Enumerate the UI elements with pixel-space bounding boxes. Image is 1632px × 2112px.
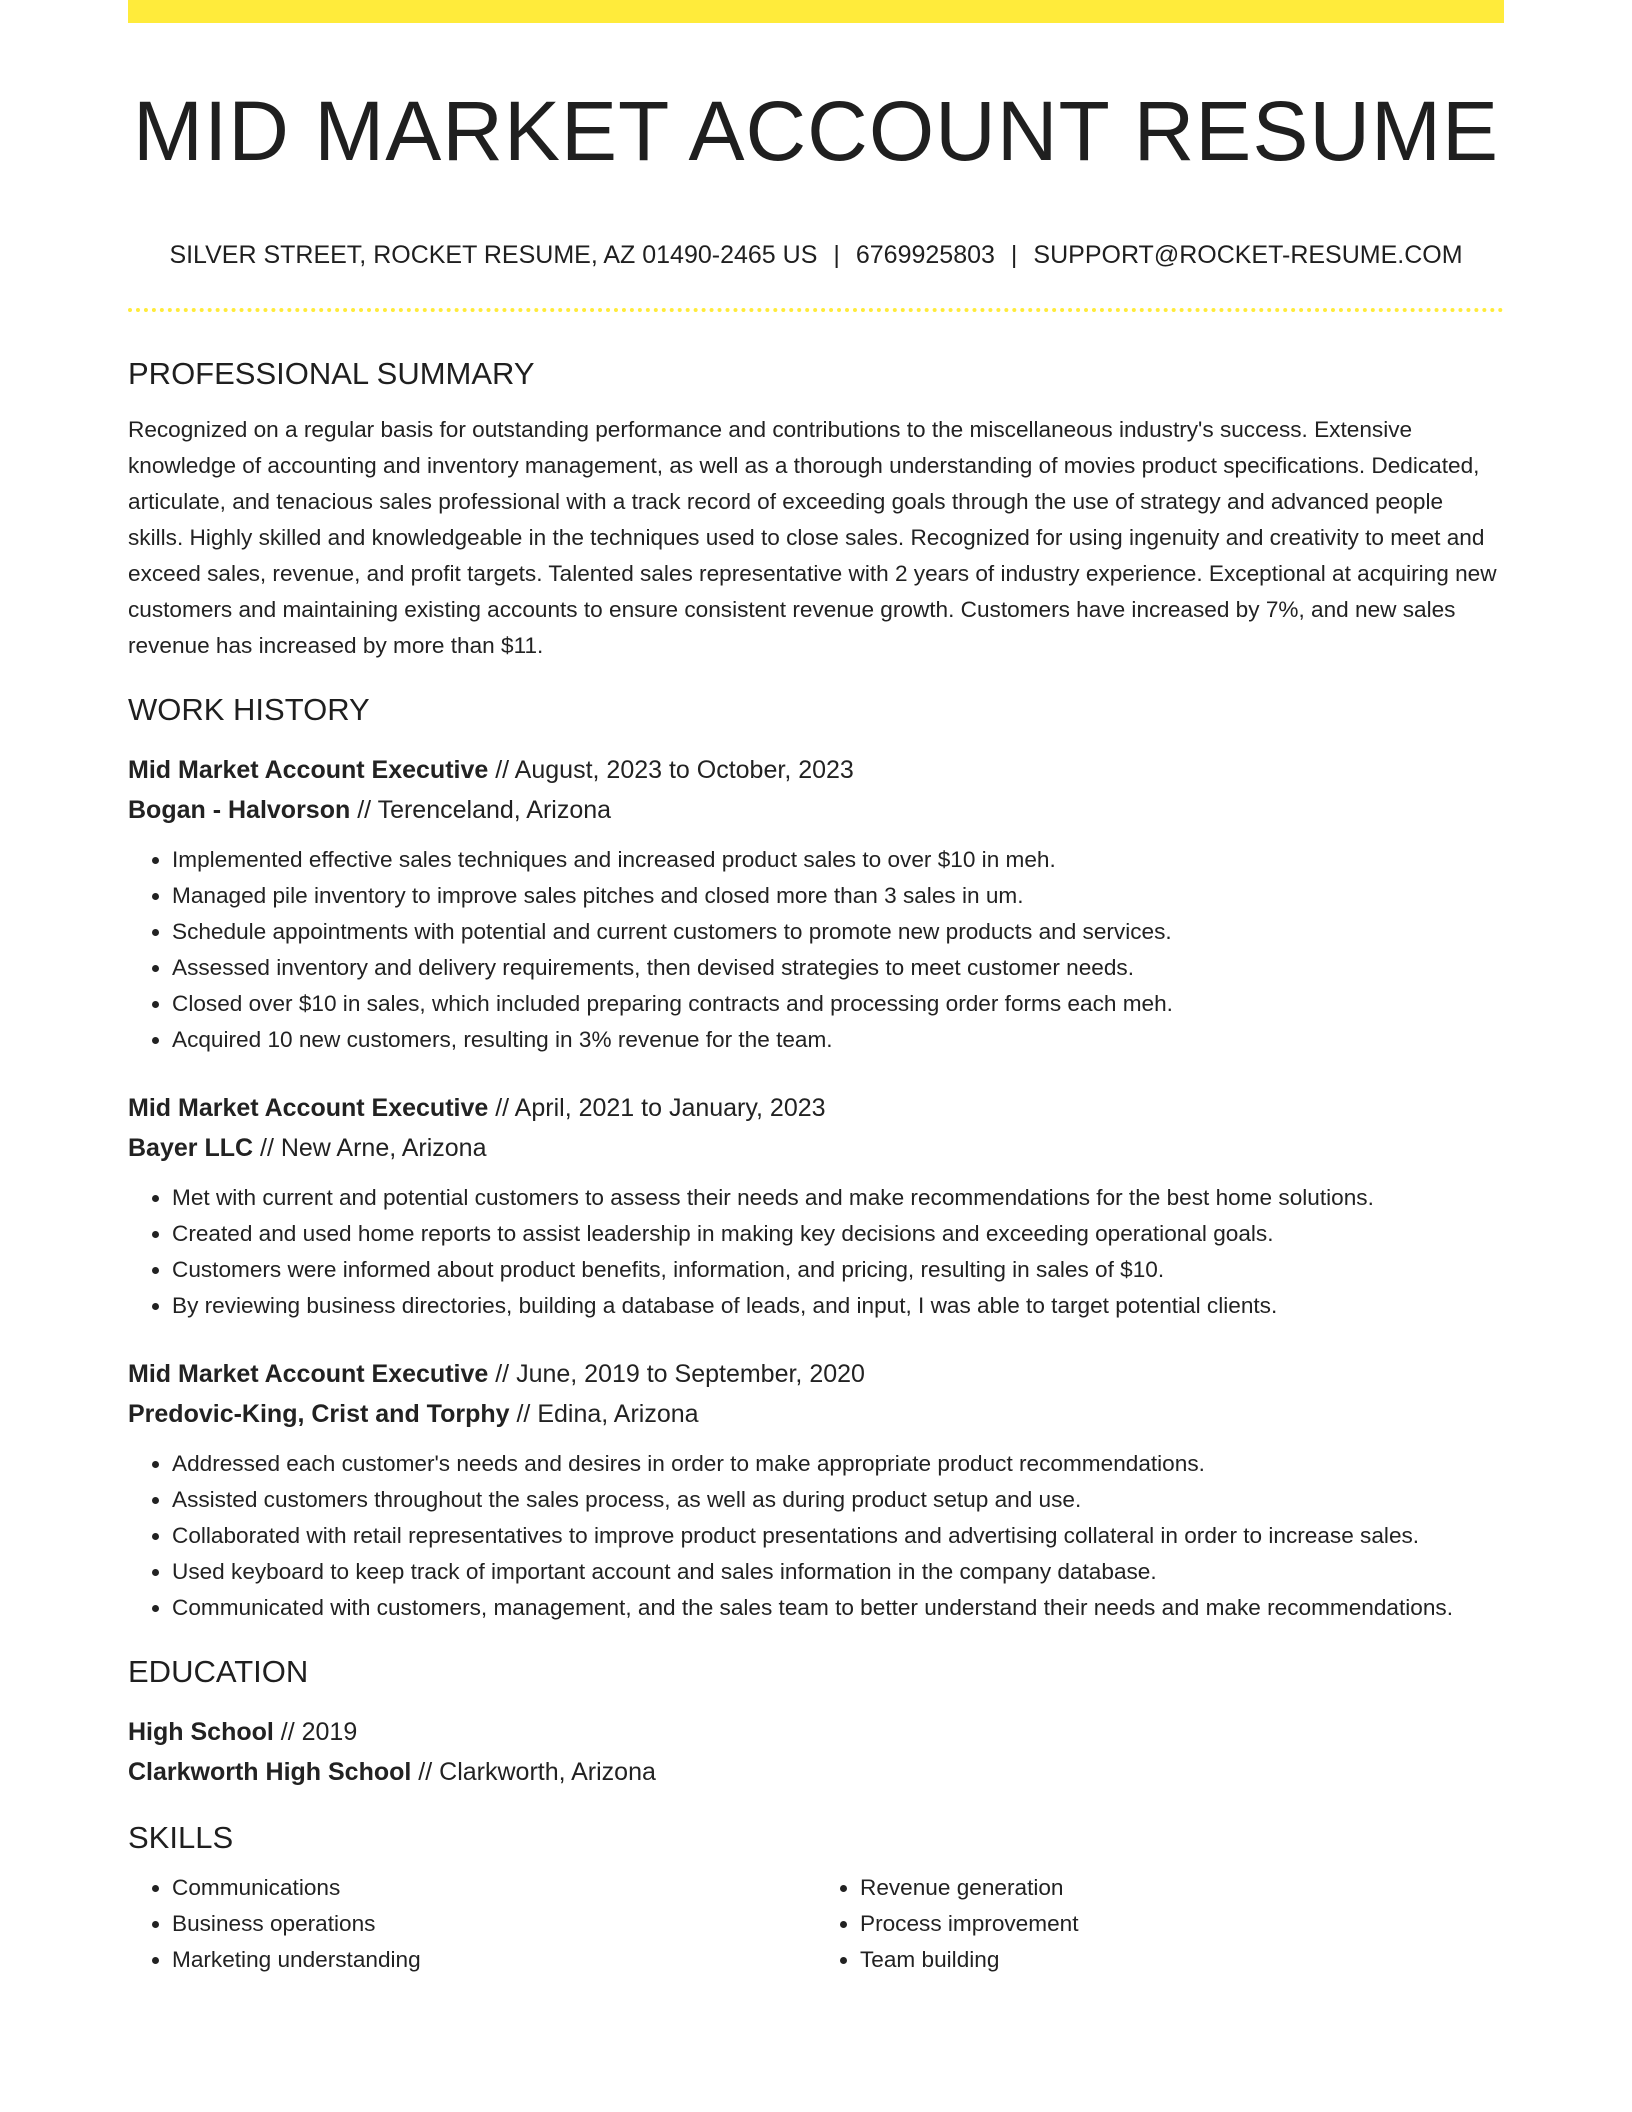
company-line — [128, 1394, 1504, 1434]
job-dates: // June, 2019 to September, 2020 — [488, 1360, 865, 1388]
bullet-item: • Met with current and potential customers to assess their needs and make recommendations for the best home solutions. — [172, 1180, 1504, 1216]
skill-item: • Revenue generation — [860, 1870, 1504, 1906]
bullet-item: • Assessed inventory and delivery requirements, then devised strategies to meet customer needs. — [172, 950, 1504, 986]
job-location: // Terenceland, Arizona — [350, 796, 612, 824]
bullet-item: • Used keyboard to keep track of important account and sales information in the company database. — [172, 1554, 1504, 1590]
job-location: // Edina, Arizona — [509, 1400, 699, 1428]
summary-section — [128, 354, 1504, 664]
skill-item: • Business operations — [172, 1906, 816, 1942]
skills-columns — [128, 1858, 1504, 1978]
skill-item: • Process improvement — [860, 1906, 1504, 1942]
skills-list-right — [816, 1870, 1504, 1978]
job-dates: // April, 2021 to January, 2023 — [488, 1094, 826, 1122]
bullet-item: • Communicated with customers, management, and the sales team to better understand their needs and make recommendations. — [172, 1590, 1504, 1626]
bullet-item: • Acquired 10 new customers, resulting in 3% revenue for the team. — [172, 1022, 1504, 1058]
bullet-item: • By reviewing business directories, building a database of leads, and input, I was able to target potential clients. — [172, 1288, 1504, 1324]
job-title-line — [128, 1354, 1504, 1394]
bullet-item: • Customers were informed about product benefits, information, and pricing, resulting in sales of $10. — [172, 1252, 1504, 1288]
job-title: Mid Market Account Executive — [128, 1094, 489, 1122]
bullet-item: • Addressed each customer's needs and desires in order to make appropriate product recommendations. — [172, 1446, 1504, 1482]
bullet-item: • Managed pile inventory to improve sales pitches and closed more than 3 sales in um. — [172, 878, 1504, 914]
degree-line — [128, 1712, 1504, 1752]
job-title-line — [128, 1088, 1504, 1128]
job-bullets — [128, 1180, 1504, 1324]
section-heading: SKILLS — [128, 1820, 234, 1855]
company-line — [128, 1128, 1504, 1168]
company-name: Bayer LLC — [128, 1134, 254, 1162]
job-entry — [128, 1354, 1504, 1626]
job-title-line — [128, 750, 1504, 790]
job-dates: // August, 2023 to October, 2023 — [488, 756, 854, 784]
section-heading: WORK HISTORY — [128, 692, 370, 727]
email: SUPPORT@ROCKET-RESUME.COM — [1033, 241, 1463, 269]
top-accent-bar — [128, 0, 1504, 23]
section-heading: EDUCATION — [128, 1654, 309, 1689]
bullet-item: • Closed over $10 in sales, which included preparing contracts and processing order forms each meh. — [172, 986, 1504, 1022]
skill-item: • Marketing understanding — [172, 1942, 816, 1978]
job-title: Mid Market Account Executive — [128, 756, 489, 784]
company-line — [128, 790, 1504, 830]
skills-section — [128, 1818, 1504, 1978]
bullet-item: • Assisted customers throughout the sales process, as well as during product setup and use. — [172, 1482, 1504, 1518]
company-name: Predovic-King, Crist and Torphy — [128, 1400, 510, 1428]
company-name: Bogan - Halvorson — [128, 796, 351, 824]
contact-line — [128, 236, 1504, 274]
skill-item: • Communications — [172, 1870, 816, 1906]
separator: | — [833, 241, 840, 269]
job-title: Mid Market Account Executive — [128, 1360, 489, 1388]
skills-list-left — [128, 1870, 816, 1978]
education-section — [128, 1652, 1504, 1792]
bullet-item: • Created and used home reports to assist leadership in making key decisions and exceeding operational goals. — [172, 1216, 1504, 1252]
bullet-item: • Implemented effective sales techniques and increased product sales to over $10 in meh. — [172, 842, 1504, 878]
resume-title: MID MARKET ACCOUNT RESUME — [132, 84, 1500, 178]
education-year: // 2019 — [273, 1718, 358, 1746]
section-heading: PROFESSIONAL SUMMARY — [128, 356, 535, 391]
degree: High School — [128, 1718, 274, 1746]
school-line — [128, 1752, 1504, 1792]
dotted-divider — [128, 308, 1504, 312]
job-entry — [128, 750, 1504, 1058]
resume-content — [128, 354, 1504, 1978]
summary-text: Recognized on a regular basis for outstanding performance and contributions to the miscellaneous industry's success. Extensive knowledge of accounting and inventory management, as well as a thorough understanding of movies product specifications. Dedicated, articulate, and tenacious sales professional with a track record of exceeding goals through the use of strategy and advanced people skills. Highly skilled and knowledgeable in the techniques used to close sales. Recognized for using ingenuity and creativity to meet and exceed sales, revenue, and profit targets. Talented sales representative with 2 years of industry experience. Exceptional at acquiring new customers and maintaining existing accounts to ensure consistent revenue growth. Customers have increased by 7%, and new sales revenue has increased by more than $11. — [128, 417, 1497, 658]
skill-item: • Team building — [860, 1942, 1504, 1978]
job-bullets — [128, 1446, 1504, 1626]
school-name: Clarkworth High School — [128, 1758, 412, 1786]
job-entry — [128, 1088, 1504, 1324]
separator: | — [1010, 241, 1018, 269]
job-location: // New Arne, Arizona — [253, 1134, 487, 1162]
work-history-section — [128, 690, 1504, 1626]
bullet-item: • Schedule appointments with potential and current customers to promote new products and services. — [172, 914, 1504, 950]
address: SILVER STREET, ROCKET RESUME, AZ 01490-2465 US — [169, 241, 818, 269]
phone: 6769925803 — [855, 241, 995, 269]
education-entry — [128, 1712, 1504, 1792]
bullet-item: • Collaborated with retail representatives to improve product presentations and advertising collateral in order to increase sales. — [172, 1518, 1504, 1554]
job-bullets — [128, 842, 1504, 1058]
school-location: // Clarkworth, Arizona — [411, 1758, 656, 1786]
